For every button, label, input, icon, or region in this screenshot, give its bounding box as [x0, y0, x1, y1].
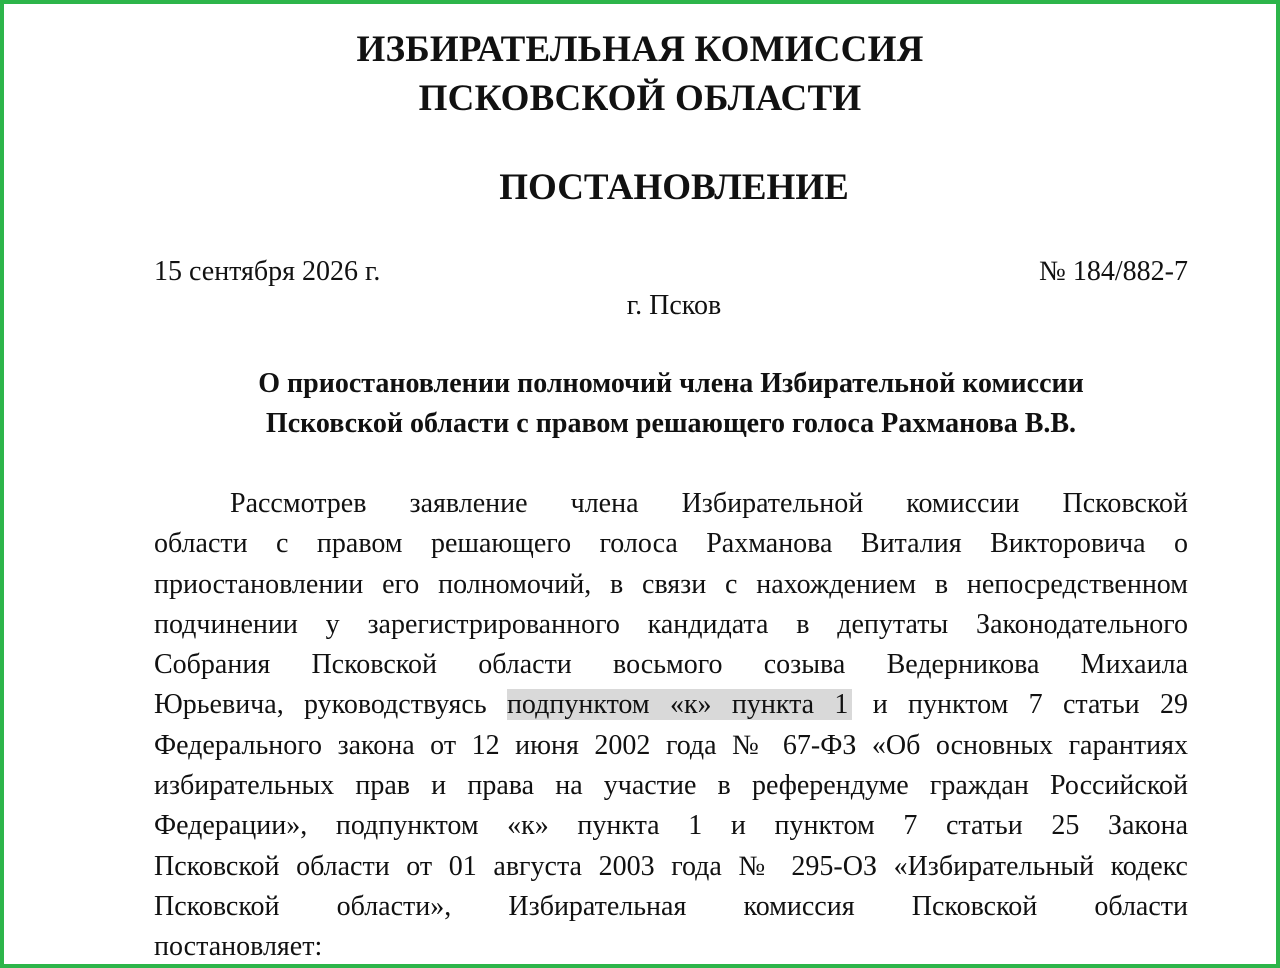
body-line-4: подчинении у зарегистрированного кандидата в депутаты Законодательного	[154, 608, 1188, 640]
document-type-title: ПОСТАНОВЛЕНИЕ	[499, 167, 849, 208]
body-line-6	[154, 685, 1188, 725]
body-line-12: постановляет:	[154, 931, 323, 963]
body-line-11: Псковской области», Избирательная комиссия Псковской области	[154, 890, 1188, 922]
body-line-6-before: Юрьевича, руководствуясь	[154, 689, 507, 721]
body-line-3: приостановлении его полномочий, в связи с нахождением в непосредственном	[154, 568, 1188, 600]
highlighted-reference: подпунктом «к» пункта 1	[507, 689, 852, 720]
organization-name-line-1: ИЗБИРАТЕЛЬНАЯ КОМИССИЯ	[356, 29, 924, 70]
document-subject	[154, 364, 1188, 444]
document-date: 15 сентября 2026 г.	[154, 256, 381, 287]
body-line-6-after: и пунктом 7 статьи 29	[852, 689, 1188, 721]
body-line-9: Федерации», подпунктом «к» пункта 1 и пунктом 7 статьи 25 Закона	[154, 810, 1188, 842]
body-line-10: Псковской области от 01 августа 2003 года № 295-ОЗ «Избирательный кодекс	[154, 850, 1188, 882]
body-line-8: избирательных прав и права на участие в референдуме граждан Российской	[154, 770, 1188, 802]
subject-line-1: О приостановлении полномочий члена Избирательной комиссии	[258, 368, 1084, 399]
body-line-7: Федерального закона от 12 июня 2002 года № 67-ФЗ «Об основных гарантиях	[154, 729, 1188, 761]
body-line-1: Рассмотрев заявление члена Избирательной комиссии Псковской	[230, 488, 1188, 519]
document-number: № 184/882-7	[1039, 256, 1188, 287]
body-line-2: области с правом решающего голоса Рахманова Виталия Викторовича о	[154, 528, 1188, 560]
organization-name-line-2: ПСКОВСКОЙ ОБЛАСТИ	[418, 78, 862, 119]
document-body-paragraph	[154, 484, 1188, 968]
body-line-5: Собрания Псковской области восьмого созыва Ведерникова Михаила	[154, 649, 1188, 681]
document-city: г. Псков	[626, 290, 722, 321]
subject-line-2: Псковской области с правом решающего голоса Рахманова В.В.	[265, 408, 1077, 439]
